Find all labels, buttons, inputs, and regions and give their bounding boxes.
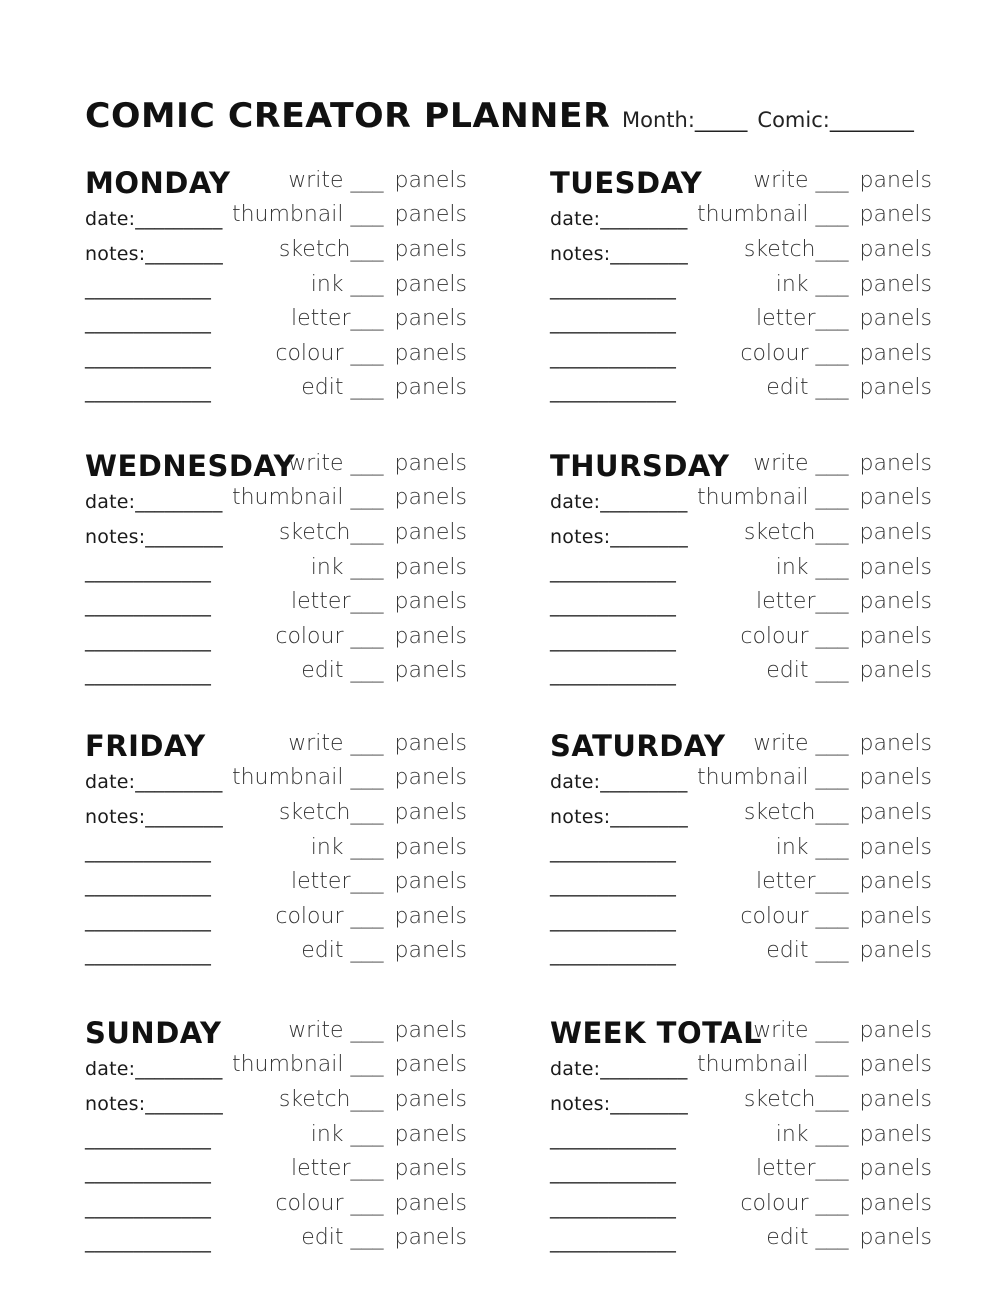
task-unit: panels <box>859 904 932 929</box>
panel-count-blank: ___ <box>808 202 856 227</box>
task-unit: panels <box>394 800 467 825</box>
notes-blank-line: _____________ <box>550 630 677 652</box>
task-unit: panels <box>859 451 932 476</box>
notes-field: notes:________ <box>85 526 223 548</box>
task-unit: panels <box>859 485 932 510</box>
task-label: colour <box>740 904 809 929</box>
task-line-write <box>288 731 467 756</box>
task-unit: panels <box>859 589 932 614</box>
task-unit: panels <box>394 341 467 366</box>
task-label: ink <box>310 1122 344 1147</box>
panel-count-blank: ___ <box>808 272 856 297</box>
task-line-colour <box>740 1191 932 1216</box>
task-label: letter <box>756 589 816 614</box>
panel-count-blank: ___ <box>808 624 856 649</box>
task-label: write <box>753 451 809 476</box>
notes-blank-line: _____________ <box>550 1128 677 1150</box>
task-unit: panels <box>859 765 932 790</box>
panel-count-blank: ___ <box>343 835 391 860</box>
task-line-sketch <box>279 1087 467 1112</box>
task-unit: panels <box>859 272 932 297</box>
task-unit: panels <box>394 520 467 545</box>
panel-count-blank: ___ <box>815 1156 856 1181</box>
panel-count-blank: ___ <box>808 658 856 683</box>
date-field: date:_________ <box>85 771 223 793</box>
task-label: thumbnail <box>231 485 344 510</box>
task-label: sketch <box>743 237 816 262</box>
task-label: ink <box>310 555 344 580</box>
panel-count-blank: ___ <box>343 938 391 963</box>
panel-count-blank: ___ <box>343 765 391 790</box>
task-line-colour <box>740 624 932 649</box>
task-label: thumbnail <box>231 765 344 790</box>
task-unit: panels <box>859 1052 932 1077</box>
task-line-write <box>753 731 932 756</box>
task-line-sketch <box>744 800 932 825</box>
panel-count-blank: ___ <box>343 624 391 649</box>
panel-count-blank: ___ <box>350 869 391 894</box>
task-unit: panels <box>394 237 467 262</box>
panel-count-blank: ___ <box>815 1087 856 1112</box>
notes-blank-line: _____________ <box>550 910 677 932</box>
task-line-sketch <box>279 520 467 545</box>
panel-count-blank: ___ <box>343 731 391 756</box>
task-unit: panels <box>394 624 467 649</box>
task-unit: panels <box>859 800 932 825</box>
task-label: letter <box>756 306 816 331</box>
task-line-colour <box>740 341 932 366</box>
task-label: colour <box>740 341 809 366</box>
notes-blank-line: _____________ <box>85 875 212 897</box>
day-title: WEDNESDAY <box>85 449 296 483</box>
panel-count-blank: ___ <box>343 168 391 193</box>
task-label: write <box>753 1018 809 1043</box>
task-line-colour <box>275 624 467 649</box>
task-line-ink <box>311 272 467 297</box>
task-line-thumbnail <box>697 485 932 510</box>
notes-blank-line: _____________ <box>550 595 677 617</box>
task-unit: panels <box>394 1191 467 1216</box>
day-title: THURSDAY <box>550 449 730 483</box>
task-unit: panels <box>394 375 467 400</box>
notes-blank-line: _____________ <box>85 347 212 369</box>
task-line-thumbnail <box>697 765 932 790</box>
notes-field: notes:________ <box>550 243 688 265</box>
task-line-colour <box>275 341 467 366</box>
task-label: letter <box>291 589 351 614</box>
day-title: TUESDAY <box>550 166 703 200</box>
notes-blank-line: _____________ <box>550 944 677 966</box>
task-label: sketch <box>743 1087 816 1112</box>
task-unit: panels <box>394 1122 467 1147</box>
date-field: date:_________ <box>550 208 688 230</box>
task-unit: panels <box>394 869 467 894</box>
task-unit: panels <box>859 658 932 683</box>
day-title: SATURDAY <box>550 729 726 763</box>
task-label: sketch <box>278 1087 351 1112</box>
task-label: edit <box>766 1225 809 1250</box>
panel-count-blank: ___ <box>343 272 391 297</box>
task-unit: panels <box>394 1087 467 1112</box>
task-unit: panels <box>859 306 932 331</box>
notes-blank-line: _____________ <box>550 347 677 369</box>
date-field: date:_________ <box>550 1058 688 1080</box>
task-line-write <box>753 1018 932 1043</box>
panel-count-blank: ___ <box>808 765 856 790</box>
notes-blank-line: _____________ <box>550 875 677 897</box>
panel-count-blank: ___ <box>808 1052 856 1077</box>
panel-count-blank: ___ <box>343 658 391 683</box>
notes-blank-line: _____________ <box>550 561 677 583</box>
panel-count-blank: ___ <box>350 589 391 614</box>
task-unit: panels <box>859 520 932 545</box>
panel-count-blank: ___ <box>808 938 856 963</box>
task-line-ink <box>776 555 932 580</box>
notes-field: notes:________ <box>85 806 223 828</box>
date-field: date:_________ <box>85 491 223 513</box>
task-line-ink <box>311 835 467 860</box>
task-unit: panels <box>394 1018 467 1043</box>
task-label: thumbnail <box>696 765 809 790</box>
notes-blank-line: _____________ <box>85 664 212 686</box>
task-line-colour <box>275 1191 467 1216</box>
task-label: letter <box>291 306 351 331</box>
task-unit: panels <box>859 1122 932 1147</box>
month-field: Month:_____ <box>622 108 748 132</box>
task-label: ink <box>775 1122 809 1147</box>
notes-blank-line: _____________ <box>85 841 212 863</box>
task-unit: panels <box>394 485 467 510</box>
task-unit: panels <box>394 835 467 860</box>
task-line-colour <box>275 904 467 929</box>
notes-blank-line: _____________ <box>550 841 677 863</box>
task-unit: panels <box>394 555 467 580</box>
task-unit: panels <box>859 202 932 227</box>
panel-count-blank: ___ <box>808 341 856 366</box>
panel-count-blank: ___ <box>808 835 856 860</box>
task-unit: panels <box>859 624 932 649</box>
notes-blank-line: _____________ <box>550 664 677 686</box>
panel-count-blank: ___ <box>815 306 856 331</box>
task-label: colour <box>275 1191 344 1216</box>
panel-count-blank: ___ <box>808 375 856 400</box>
task-label: write <box>288 451 344 476</box>
notes-blank-line: _____________ <box>85 278 212 300</box>
task-label: thumbnail <box>696 1052 809 1077</box>
task-unit: panels <box>394 904 467 929</box>
task-unit: panels <box>394 589 467 614</box>
panel-count-blank: ___ <box>343 1122 391 1147</box>
task-label: sketch <box>743 520 816 545</box>
task-unit: panels <box>394 451 467 476</box>
task-unit: panels <box>859 835 932 860</box>
task-line-letter <box>291 306 467 331</box>
day-section-saturday <box>550 729 932 975</box>
panel-count-blank: ___ <box>343 1191 391 1216</box>
day-section-sunday <box>85 1016 467 1262</box>
notes-blank-line: _____________ <box>85 1231 212 1253</box>
panel-count-blank: ___ <box>343 1052 391 1077</box>
panel-count-blank: ___ <box>343 485 391 510</box>
task-line-edit <box>301 1225 467 1250</box>
panel-count-blank: ___ <box>815 589 856 614</box>
notes-blank-line: _____________ <box>85 1162 212 1184</box>
panel-count-blank: ___ <box>808 1225 856 1250</box>
task-unit: panels <box>859 1191 932 1216</box>
task-label: thumbnail <box>231 1052 344 1077</box>
panel-count-blank: ___ <box>808 731 856 756</box>
panel-count-blank: ___ <box>343 904 391 929</box>
task-line-ink <box>311 1122 467 1147</box>
task-line-sketch <box>744 237 932 262</box>
task-line-letter <box>291 589 467 614</box>
task-label: colour <box>275 624 344 649</box>
task-label: colour <box>275 904 344 929</box>
task-label: write <box>753 731 809 756</box>
panel-count-blank: ___ <box>343 1018 391 1043</box>
task-unit: panels <box>859 555 932 580</box>
task-label: ink <box>310 835 344 860</box>
task-label: letter <box>756 869 816 894</box>
notes-blank-line: _____________ <box>85 561 212 583</box>
task-line-edit <box>766 1225 932 1250</box>
notes-field: notes:________ <box>85 1093 223 1115</box>
task-label: edit <box>301 658 344 683</box>
task-line-write <box>753 168 932 193</box>
task-label: edit <box>301 1225 344 1250</box>
panel-count-blank: ___ <box>343 1225 391 1250</box>
task-line-thumbnail <box>232 485 467 510</box>
task-line-ink <box>776 272 932 297</box>
task-label: sketch <box>278 237 351 262</box>
task-label: thumbnail <box>696 202 809 227</box>
notes-blank-line: _____________ <box>85 630 212 652</box>
panel-count-blank: ___ <box>815 800 856 825</box>
panel-count-blank: ___ <box>808 904 856 929</box>
task-unit: panels <box>859 1225 932 1250</box>
notes-blank-line: _____________ <box>550 1231 677 1253</box>
task-label: sketch <box>743 800 816 825</box>
day-section-tuesday <box>550 166 932 412</box>
task-line-edit <box>766 938 932 963</box>
task-label: ink <box>775 555 809 580</box>
panel-count-blank: ___ <box>343 202 391 227</box>
notes-field: notes:________ <box>85 243 223 265</box>
task-line-sketch <box>279 237 467 262</box>
task-line-letter <box>756 306 932 331</box>
panel-count-blank: ___ <box>808 485 856 510</box>
panel-count-blank: ___ <box>808 1122 856 1147</box>
task-unit: panels <box>859 168 932 193</box>
task-unit: panels <box>859 1018 932 1043</box>
task-line-sketch <box>744 520 932 545</box>
panel-count-blank: ___ <box>350 306 391 331</box>
task-line-letter <box>291 1156 467 1181</box>
notes-blank-line: _____________ <box>85 1128 212 1150</box>
panel-count-blank: ___ <box>350 1156 391 1181</box>
task-line-sketch <box>279 800 467 825</box>
task-line-thumbnail <box>697 202 932 227</box>
date-field: date:_________ <box>550 491 688 513</box>
task-line-write <box>288 1018 467 1043</box>
panel-count-blank: ___ <box>815 520 856 545</box>
task-label: write <box>288 731 344 756</box>
notes-blank-line: _____________ <box>85 910 212 932</box>
task-line-letter <box>291 869 467 894</box>
panel-count-blank: ___ <box>808 555 856 580</box>
task-label: write <box>753 168 809 193</box>
task-unit: panels <box>394 272 467 297</box>
planner-title: COMIC CREATOR PLANNER <box>85 96 611 136</box>
task-label: edit <box>301 938 344 963</box>
task-line-letter <box>756 589 932 614</box>
task-line-ink <box>776 1122 932 1147</box>
notes-blank-line: _____________ <box>85 1197 212 1219</box>
panel-count-blank: ___ <box>350 237 391 262</box>
panel-count-blank: ___ <box>350 800 391 825</box>
task-line-edit <box>766 658 932 683</box>
day-section-monday <box>85 166 467 412</box>
task-label: colour <box>740 624 809 649</box>
task-unit: panels <box>394 765 467 790</box>
task-unit: panels <box>394 168 467 193</box>
day-title: FRIDAY <box>85 729 206 763</box>
task-unit: panels <box>859 938 932 963</box>
task-unit: panels <box>394 731 467 756</box>
task-line-write <box>288 168 467 193</box>
task-line-edit <box>301 375 467 400</box>
notes-blank-line: _____________ <box>85 944 212 966</box>
panel-count-blank: ___ <box>343 341 391 366</box>
planner-header <box>85 96 914 146</box>
task-unit: panels <box>394 1225 467 1250</box>
notes-field: notes:________ <box>550 806 688 828</box>
task-unit: panels <box>859 1087 932 1112</box>
task-unit: panels <box>859 237 932 262</box>
task-unit: panels <box>859 1156 932 1181</box>
task-line-ink <box>311 555 467 580</box>
panel-count-blank: ___ <box>350 1087 391 1112</box>
notes-field: notes:________ <box>550 526 688 548</box>
notes-blank-line: _____________ <box>85 381 212 403</box>
task-unit: panels <box>394 202 467 227</box>
task-line-letter <box>756 869 932 894</box>
task-label: letter <box>756 1156 816 1181</box>
task-label: ink <box>775 272 809 297</box>
day-title: WEEK TOTAL <box>550 1016 763 1050</box>
task-unit: panels <box>859 731 932 756</box>
day-title: SUNDAY <box>85 1016 222 1050</box>
task-label: colour <box>275 341 344 366</box>
notes-field: notes:________ <box>550 1093 688 1115</box>
task-label: edit <box>766 658 809 683</box>
date-field: date:_________ <box>85 208 223 230</box>
notes-blank-line: _____________ <box>550 381 677 403</box>
notes-blank-line: _____________ <box>85 312 212 334</box>
task-unit: panels <box>859 869 932 894</box>
task-label: write <box>288 1018 344 1043</box>
panel-count-blank: ___ <box>343 375 391 400</box>
task-line-edit <box>301 938 467 963</box>
day-section-thursday <box>550 449 932 695</box>
task-line-thumbnail <box>232 1052 467 1077</box>
notes-blank-line: _____________ <box>550 312 677 334</box>
notes-blank-line: _____________ <box>550 1197 677 1219</box>
task-label: letter <box>291 869 351 894</box>
panel-count-blank: ___ <box>808 451 856 476</box>
task-label: ink <box>310 272 344 297</box>
task-line-write <box>288 451 467 476</box>
task-line-letter <box>756 1156 932 1181</box>
task-unit: panels <box>859 341 932 366</box>
task-unit: panels <box>859 375 932 400</box>
notes-blank-line: _____________ <box>85 595 212 617</box>
day-section-wednesday <box>85 449 467 695</box>
task-unit: panels <box>394 306 467 331</box>
task-label: sketch <box>278 520 351 545</box>
day-section-friday <box>85 729 467 975</box>
task-unit: panels <box>394 1052 467 1077</box>
panel-count-blank: ___ <box>815 869 856 894</box>
task-line-ink <box>776 835 932 860</box>
task-unit: panels <box>394 1156 467 1181</box>
task-label: letter <box>291 1156 351 1181</box>
task-label: thumbnail <box>231 202 344 227</box>
task-line-colour <box>740 904 932 929</box>
task-label: write <box>288 168 344 193</box>
task-line-sketch <box>744 1087 932 1112</box>
panel-count-blank: ___ <box>350 520 391 545</box>
notes-blank-line: _____________ <box>550 1162 677 1184</box>
task-label: edit <box>766 375 809 400</box>
task-line-edit <box>766 375 932 400</box>
panel-count-blank: ___ <box>808 1018 856 1043</box>
notes-blank-line: _____________ <box>550 278 677 300</box>
task-unit: panels <box>394 938 467 963</box>
date-field: date:_________ <box>85 1058 223 1080</box>
panel-count-blank: ___ <box>343 555 391 580</box>
day-title: MONDAY <box>85 166 231 200</box>
comic-field: Comic:________ <box>757 108 914 132</box>
task-label: thumbnail <box>696 485 809 510</box>
task-label: colour <box>740 1191 809 1216</box>
panel-count-blank: ___ <box>815 237 856 262</box>
task-label: edit <box>301 375 344 400</box>
day-section-week-total <box>550 1016 932 1262</box>
date-field: date:_________ <box>550 771 688 793</box>
task-line-edit <box>301 658 467 683</box>
task-line-thumbnail <box>232 202 467 227</box>
task-unit: panels <box>394 658 467 683</box>
task-line-write <box>753 451 932 476</box>
task-line-thumbnail <box>232 765 467 790</box>
panel-count-blank: ___ <box>808 168 856 193</box>
task-label: sketch <box>278 800 351 825</box>
panel-count-blank: ___ <box>343 451 391 476</box>
panel-count-blank: ___ <box>808 1191 856 1216</box>
task-label: edit <box>766 938 809 963</box>
task-label: ink <box>775 835 809 860</box>
task-line-thumbnail <box>697 1052 932 1077</box>
